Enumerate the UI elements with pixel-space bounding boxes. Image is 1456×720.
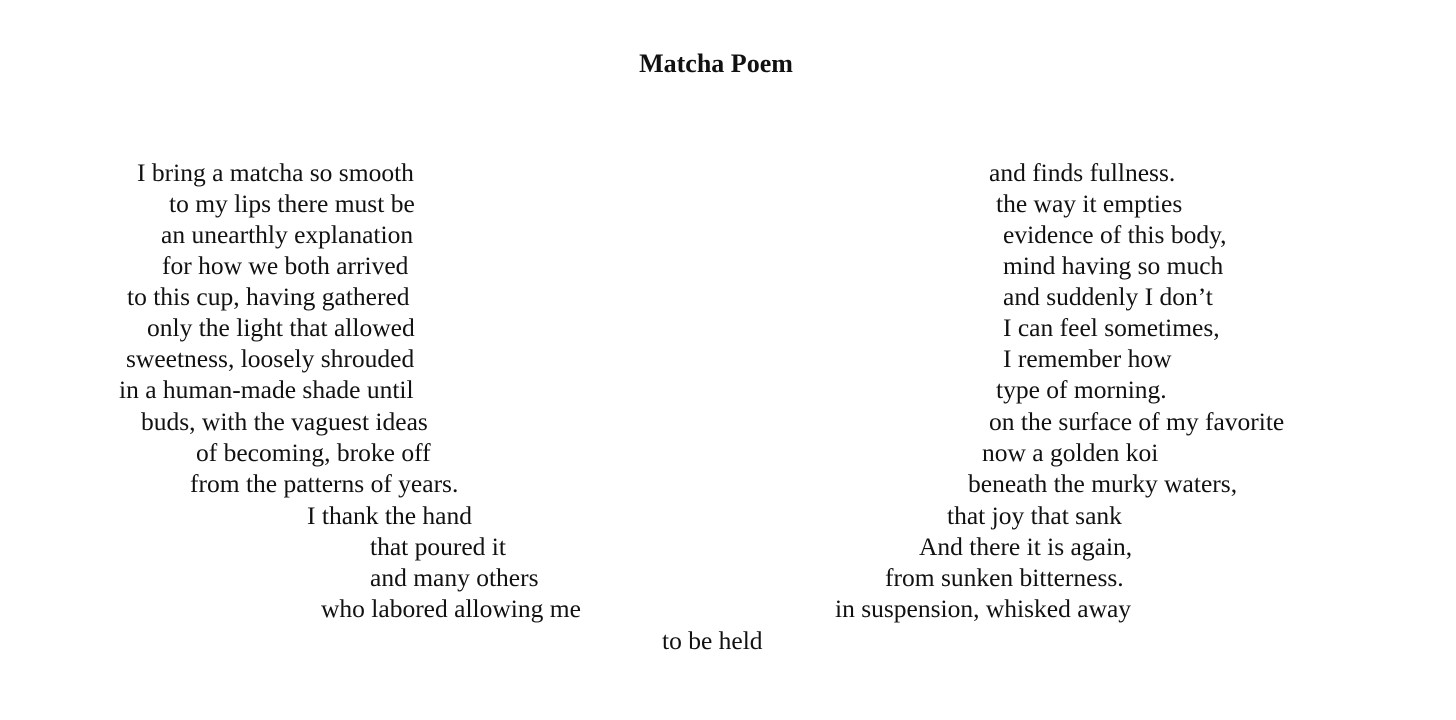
left-line-9: buds, with the vaguest ideas [141, 407, 428, 436]
left-line-15: who labored allowing me [321, 594, 581, 623]
right-line-4: mind having so much [1003, 251, 1224, 280]
left-line-7: sweetness, loosely shrouded [126, 344, 415, 373]
left-line-6: only the light that allowed [147, 313, 415, 342]
poem-title: Matcha Poem [639, 49, 793, 78]
left-line-13: that poured it [370, 532, 506, 561]
right-line-10: now a golden koi [982, 438, 1159, 467]
right-line-11: beneath the murky waters, [968, 469, 1238, 498]
right-line-6: I can feel sometimes, [1003, 313, 1220, 342]
right-line-13: And there it is again, [919, 532, 1133, 561]
right-line-8: type of morning. [996, 375, 1167, 404]
left-line-2: to my lips there must be [169, 189, 415, 218]
left-line-8: in a human-made shade until [119, 375, 414, 404]
left-line-5: to this cup, having gathered [127, 282, 410, 311]
right-line-3: evidence of this body, [1003, 220, 1227, 249]
left-line-11: from the patterns of years. [190, 469, 459, 498]
left-line-12: I thank the hand [307, 501, 472, 530]
left-line-4: for how we both arrived [162, 251, 409, 280]
left-line-14: and many others [370, 563, 539, 592]
right-line-15: in suspension, whisked away [835, 594, 1132, 623]
left-line-10: of becoming, broke off [196, 438, 431, 467]
right-line-9: on the surface of my favorite [989, 407, 1285, 436]
right-line-14: from sunken bitterness. [885, 563, 1124, 592]
right-line-7: I remember how [1003, 344, 1172, 373]
right-line-1: and finds fullness. [989, 158, 1176, 187]
right-line-2: the way it empties [996, 189, 1183, 218]
right-line-5: and suddenly I don’t [1003, 282, 1213, 311]
center-line: to be held [662, 626, 763, 655]
right-line-12: that joy that sank [947, 501, 1122, 530]
left-line-3: an unearthly explanation [161, 220, 414, 249]
left-line-1: I bring a matcha so smooth [137, 158, 414, 187]
